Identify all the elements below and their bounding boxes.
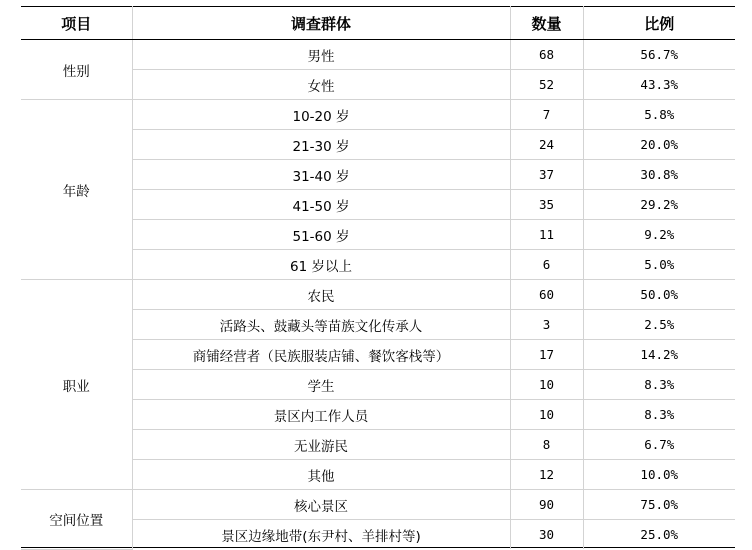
group-cell: 景区边缘地带(东尹村、羊排村等)	[132, 520, 510, 550]
category-cell: 年龄	[21, 100, 132, 280]
percent-cell: 43.3%	[583, 70, 735, 100]
percent-cell: 30.8%	[583, 160, 735, 190]
group-cell: 景区内工作人员	[132, 400, 510, 430]
group-cell: 核心景区	[132, 490, 510, 520]
survey-demographics-table	[21, 6, 735, 550]
count-cell: 6	[510, 250, 583, 280]
group-cell: 女性	[132, 70, 510, 100]
percent-cell: 8.3%	[583, 400, 735, 430]
count-cell: 60	[510, 280, 583, 310]
header-count: 数量	[510, 7, 583, 40]
count-cell: 37	[510, 160, 583, 190]
count-cell: 10	[510, 400, 583, 430]
group-cell: 31-40 岁	[132, 160, 510, 190]
percent-cell: 29.2%	[583, 190, 735, 220]
group-cell: 无业游民	[132, 430, 510, 460]
header-category: 项目	[21, 7, 132, 40]
category-cell: 性别	[21, 40, 132, 100]
count-cell: 10	[510, 370, 583, 400]
count-cell: 12	[510, 460, 583, 490]
count-cell: 68	[510, 40, 583, 70]
category-cell: 职业	[21, 280, 132, 490]
count-cell: 52	[510, 70, 583, 100]
group-cell: 其他	[132, 460, 510, 490]
count-cell: 11	[510, 220, 583, 250]
percent-cell: 25.0%	[640, 527, 679, 542]
count-cell: 8	[510, 430, 583, 460]
table-row	[21, 100, 735, 130]
percent-cell: 9.2%	[583, 220, 735, 250]
percent-cell: 75.0%	[583, 490, 735, 520]
group-cell: 商铺经营者（民族服装店铺、餐饮客栈等）	[132, 340, 510, 370]
header-row	[21, 7, 735, 40]
group-cell: 61 岁以上	[132, 250, 510, 280]
group-cell: 学生	[132, 370, 510, 400]
percent-cell: 6.7%	[583, 430, 735, 460]
category-cell: 空间位置	[21, 490, 132, 550]
percent-cell: 10.0%	[583, 460, 735, 490]
group-cell: 41-50 岁	[132, 190, 510, 220]
count-cell: 3	[510, 310, 583, 340]
header-percent: 比例	[583, 7, 735, 40]
percent-cell: 14.2%	[583, 340, 735, 370]
count-cell: 35	[510, 190, 583, 220]
survey-table-frame	[21, 0, 735, 548]
group-cell: 10-20 岁	[132, 100, 510, 130]
count-cell: 17	[510, 340, 583, 370]
table-row	[21, 40, 735, 70]
group-cell: 21-30 岁	[132, 130, 510, 160]
percent-cell: 8.3%	[583, 370, 735, 400]
table-row	[21, 490, 735, 520]
header-group: 调查群体	[132, 7, 510, 40]
group-cell: 活路头、鼓藏头等苗族文化传承人	[132, 310, 510, 340]
group-cell: 男性	[132, 40, 510, 70]
percent-cell: 2.5%	[583, 310, 735, 340]
percent-cell: 50.0%	[583, 280, 735, 310]
table-row	[21, 280, 735, 310]
table-header	[21, 7, 735, 40]
count-cell: 90	[510, 490, 583, 520]
percent-cell: 56.7%	[583, 40, 735, 70]
count-cell: 24	[510, 130, 583, 160]
group-cell: 51-60 岁	[132, 220, 510, 250]
count-cell: 30	[510, 520, 583, 550]
percent-cell: 5.0%	[583, 250, 735, 280]
percent-cell: 20.0%	[583, 130, 735, 160]
table-body	[21, 40, 735, 550]
count-cell: 7	[510, 100, 583, 130]
percent-cell: 5.8%	[583, 100, 735, 130]
group-cell: 农民	[132, 280, 510, 310]
